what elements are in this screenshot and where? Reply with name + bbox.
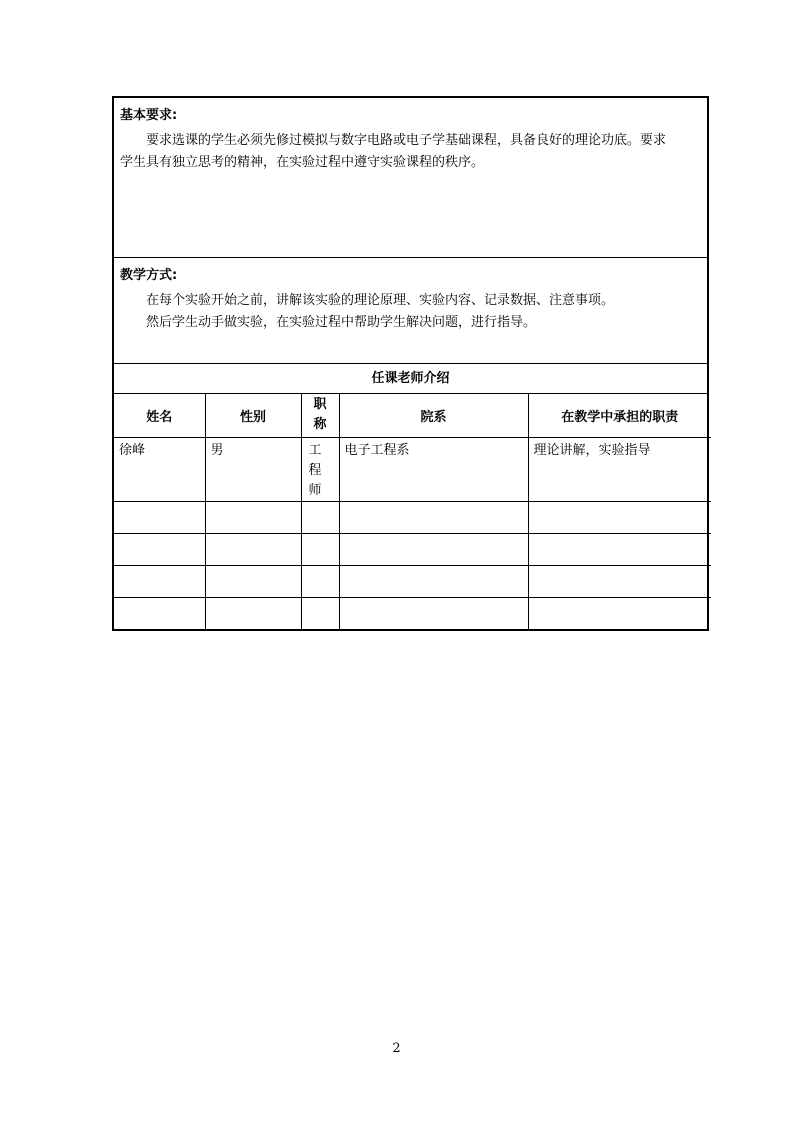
table-row	[114, 533, 711, 565]
column-header-department: 院系	[339, 394, 528, 437]
empty-cell	[528, 597, 711, 629]
course-info-table	[112, 96, 709, 631]
teachers-table	[114, 394, 711, 629]
empty-cell	[528, 565, 711, 597]
empty-cell	[114, 533, 205, 565]
teacher-name-cell: 徐峰	[114, 437, 205, 501]
teaching-method-section	[114, 258, 707, 364]
empty-cell	[205, 565, 301, 597]
table-row	[114, 501, 711, 533]
empty-cell	[339, 597, 528, 629]
empty-cell	[339, 533, 528, 565]
teacher-department-cell: 电子工程系	[339, 437, 528, 501]
empty-cell	[114, 565, 205, 597]
teacher-title-cell	[301, 437, 339, 501]
column-header-title-line-1: 职	[313, 397, 327, 413]
empty-cell	[114, 597, 205, 629]
empty-cell	[528, 533, 711, 565]
teaching-method-line-2: 然后学生动手做实验，在实验过程中帮助学生解决问题，进行指导。	[146, 315, 537, 330]
requirements-title: 基本要求:	[120, 108, 178, 123]
empty-cell	[339, 501, 528, 533]
column-header-name: 姓名	[114, 394, 205, 437]
requirements-line-1: 要求选课的学生必须先修过模拟与数字电路或电子学基础课程，具备良好的理论功底。要求	[146, 133, 667, 148]
column-header-title	[301, 394, 339, 437]
empty-cell	[205, 597, 301, 629]
empty-cell	[205, 533, 301, 565]
teacher-title-char-2: 程	[308, 462, 322, 478]
requirements-section	[114, 98, 707, 258]
column-header-gender: 性别	[205, 394, 301, 437]
teacher-title-char-3: 师	[308, 482, 322, 498]
teaching-method-title: 教学方式:	[120, 268, 178, 283]
empty-cell	[205, 501, 301, 533]
teacher-duty-cell: 理论讲解，实验指导	[528, 437, 711, 501]
column-header-duty: 在教学中承担的职责	[528, 394, 711, 437]
table-row	[114, 437, 711, 501]
empty-cell	[528, 501, 711, 533]
requirements-body	[114, 124, 707, 174]
teacher-title-char-1: 工	[308, 442, 322, 458]
empty-cell	[114, 501, 205, 533]
table-row	[114, 597, 711, 629]
empty-cell	[301, 565, 339, 597]
empty-cell	[301, 501, 339, 533]
page-number: 2	[392, 1041, 401, 1056]
teachers-section-header: 任课老师介绍	[114, 364, 707, 394]
empty-cell	[301, 533, 339, 565]
teacher-gender-cell: 男	[205, 437, 301, 501]
teaching-method-body	[114, 284, 707, 334]
teaching-method-line-1: 在每个实验开始之前，讲解该实验的理论原理、实验内容、记录数据、注意事项。	[146, 293, 615, 308]
requirements-line-2: 学生具有独立思考的精神，在实验过程中遵守实验课程的秩序。	[120, 155, 485, 170]
teachers-table-header-row	[114, 394, 711, 437]
empty-cell	[339, 565, 528, 597]
table-row	[114, 565, 711, 597]
empty-cell	[301, 597, 339, 629]
column-header-title-line-2: 称	[313, 417, 327, 433]
